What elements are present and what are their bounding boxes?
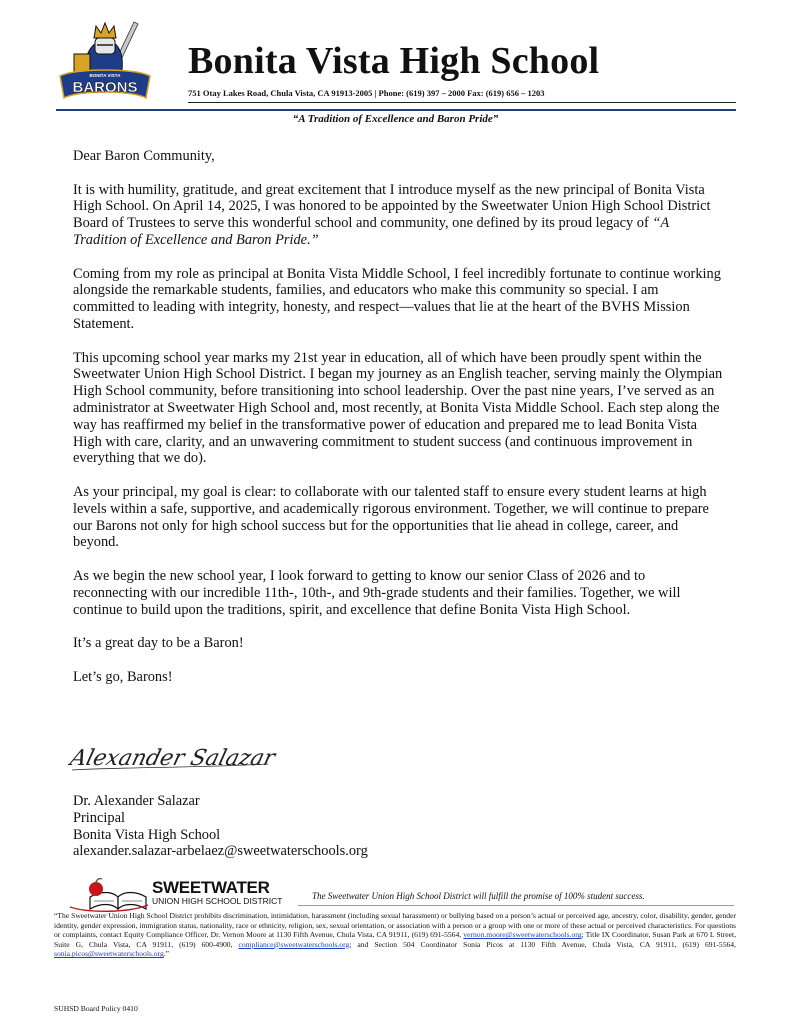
- signer-school: Bonita Vista High School: [73, 826, 221, 843]
- notice-text: “The Sweetwater Union High School District prohibits discrimination, intimidation, harassment (including sexual harassment) or bullying based on a person’s actual or perceived age, ancestry, color, disability, gender, gender identity, gender expression, immigration status, nationality, race or ethnicity, religion, sex, sexual orientation, or association with a person or a group with one or more of these actual or perceived characteristics. For questions or complaints, contact Equity Compliance Officer, Dr. Vernon Moore at 1130 Fifth Avenue, Chula Vista, CA 91911, (619) 691-5564,: [54, 911, 736, 940]
- header-divider: [188, 102, 736, 103]
- signer-title: Principal: [73, 809, 125, 826]
- motto-quote: “A Tradition of Excellence and Baron Pride.”: [73, 215, 669, 248]
- school-motto: “A Tradition of Excellence and Baron Pride”: [292, 113, 499, 125]
- equity-officer-email-link[interactable]: vernon.moore@sweetwaterschools.org: [463, 930, 582, 940]
- letter-body: [73, 148, 723, 686]
- letter-paragraph: It’s a great day to be a Baron!: [73, 635, 244, 652]
- letter-paragraph: Coming from my role as principal at Bonita Vista Middle School, I feel incredibly fortunate to continue working alongside the remarkable students, families, and educators who make this community so special. I am committed to leading with integrity, honesty, and respect—values that lie at the heart of the BVHS Mission Statement.: [73, 265, 721, 332]
- district-brand: SWEETWATER: [152, 878, 270, 897]
- letter-paragraph: As we begin the new school year, I look forward to getting to know our senior Class of 2026 and to reconnecting with our incredible 11th-, 10th-, and 9th-grade students and their families. Together, we will continue to build upon the traditions, spirit, and excellence that define Bonita Vista High School.: [73, 567, 681, 618]
- header-accent-rule: [56, 109, 736, 111]
- notice-text: ; Title IX Coordinator, Susan Park at 670 L Street, Suite G, Chula Vista, CA 91911, (619) 600-4900,: [54, 930, 736, 949]
- letter-paragraph: As your principal, my goal is clear: to collaborate with our talented staff to ensure every student learns at high levels within a safe, supportive, and academically rigorous environment. Together, we will continue to prepare our Barons not only for high school success but for the opportunities that lie ahead in college, career, and beyond.: [73, 483, 709, 551]
- letter-greeting: Dear Baron Community,: [73, 148, 215, 164]
- baron-knight-logo-icon: [56, 18, 154, 102]
- title-ix-email-link[interactable]: compliance@sweetwaterschools.org: [238, 939, 350, 949]
- letter-closing: Let’s go, Barons!: [73, 668, 173, 685]
- footer-divider: [298, 905, 734, 906]
- letter-paragraph: This upcoming school year marks my 21st year in education, all of which have been proudly spent within the Sweetwater Union High School District. I began my journey as an English teacher, serving mainly the Olympian High School community, before transitioning into school leadership. Over the past nine years, I’ve served as an administrator at Sweetwater High School and, most recently, at Bonita Vista Middle School. Each step along the way has reaffirmed my belief in the transformative power of education and prepared me to lead Bonita Vista High with care, clarity, and an unwavering commitment to student success (and continuous improvement in everything that we do).: [73, 349, 723, 467]
- district-promise: The Sweetwater Union High School District will fulfill the promise of 100% student success.: [312, 891, 645, 901]
- notice-text: ; and Section 504 Coordinator Sonia Picos at 1130 Fifth Avenue, Chula Vista, CA 91911, (619) 691-5564,: [349, 939, 736, 949]
- signer-email: alexander.salazar-arbelaez@sweetwaterschools.org: [73, 843, 368, 860]
- handwritten-signature: [68, 737, 278, 777]
- district-subtitle: UNION HIGH SCHOOL DISTRICT: [152, 896, 283, 906]
- logo-barons-text: BARONS: [72, 79, 138, 96]
- school-address: 751 Otay Lakes Road, Chula Vista, CA 91913-2005 | Phone: (619) 397 – 2000 Fax: (619) 656 – 1203: [188, 88, 545, 98]
- letter-paragraph: [73, 182, 723, 249]
- signature-block: [73, 793, 368, 860]
- school-name: Bonita Vista High School: [188, 40, 600, 82]
- section-504-email-link[interactable]: sonia.picos@sweetwaterschools.org: [54, 949, 164, 959]
- paragraph-text: It is with humility, gratitude, and great excitement that I introduce myself as the new principal of Bonita Vista High School. On April 14, 2025, I was honored to be appointed by the Sweetwater Union High School District Board of Trustees to serve this wonderful school and community, one defined by its proud legacy of: [73, 181, 711, 232]
- notice-text: .”: [163, 949, 170, 959]
- signer-name: Dr. Alexander Salazar: [73, 793, 200, 809]
- board-policy: SUHSD Board Policy 0410: [54, 1004, 138, 1013]
- nondiscrimination-notice: [54, 911, 736, 959]
- logo-small-text: BONITA VISTA: [89, 73, 121, 78]
- signature-script: Alexander Salazar: [68, 745, 278, 771]
